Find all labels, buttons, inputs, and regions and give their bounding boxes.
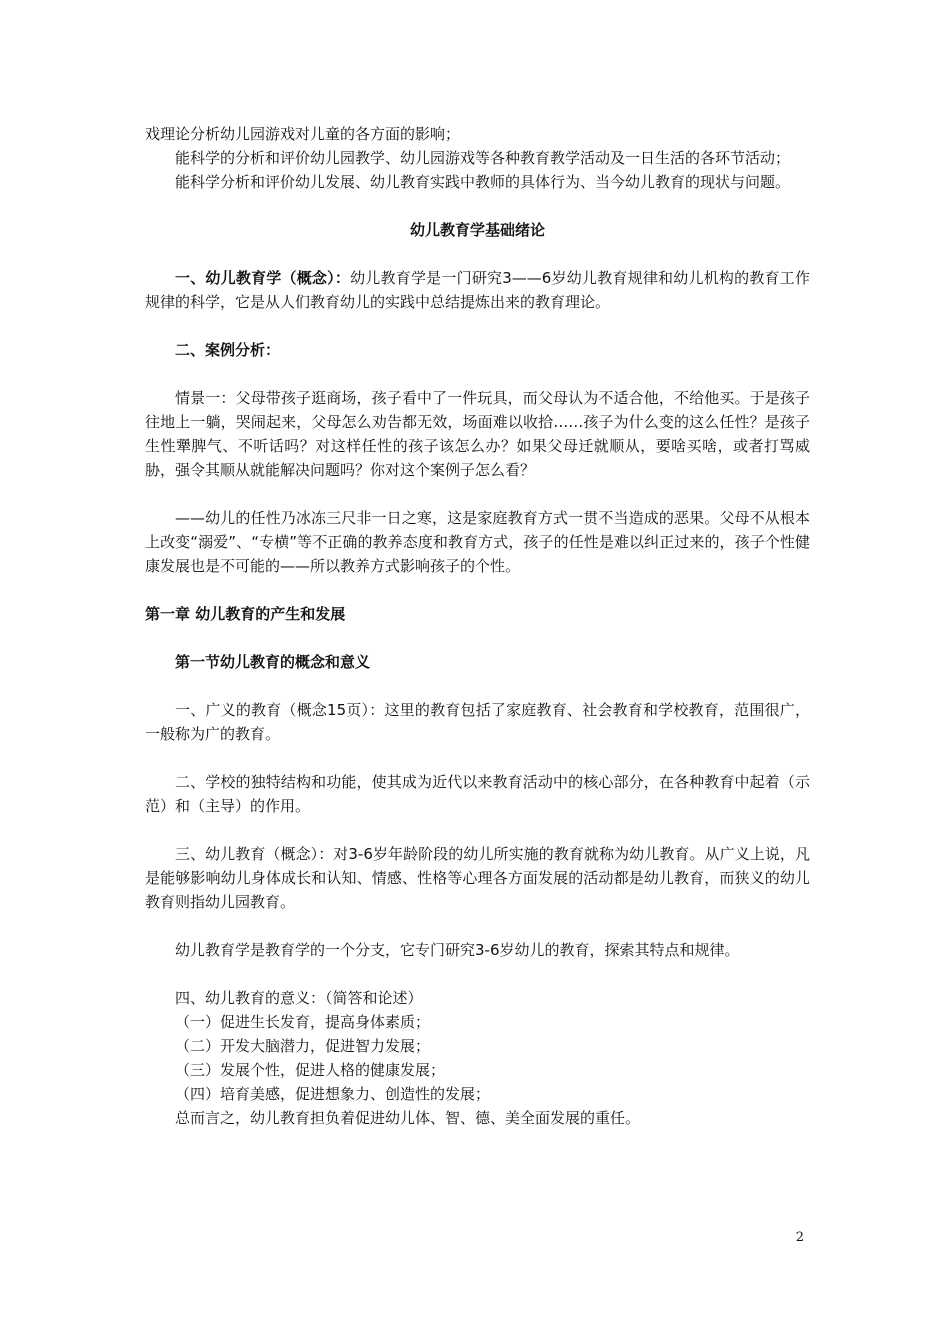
significance-heading: 四、幼儿教育的意义：（简答和论述） [175,989,423,1007]
case-answer: ——幼儿的任性乃冰冻三尺非一日之寒，这是家庭教育方式一贯不当造成的恶果。父母不从根本上改变“溺爱”、“专横”等不正确的教养态度和教育方式，孩子的任性是难以纠正过来的，孩子个性健康发展也是不可能的——所以教养方式影响孩子的个性。 [145,509,810,575]
section-title: 幼儿教育学基础绪论 [409,221,545,239]
list-item: （一）促进生长发育，提高身体素质； [175,1013,431,1031]
concept-text: 幼儿教育学是一门研究3——6岁幼儿教育规律和幼儿机构的教育工作规律的科学，它是从人们教育幼儿的实践中总结提炼出来的教育理论。 [145,269,810,311]
concept-paragraph [145,266,810,314]
document-page [145,122,810,1130]
case-heading: 二、案例分析： [175,341,281,359]
concept-label: 一、幼儿教育学（概念）： [175,269,351,287]
point-paragraph: 三、幼儿教育（概念）：对3-6岁年龄阶段的幼儿所实施的教育就称为幼儿教育。从广义上说，凡是能够影响幼儿身体成长和认知、情感、性格等心理各方面发展的活动都是幼儿教育，而狭义的幼儿教育则指幼儿园教育。 [145,845,810,911]
intro-paragraph: 能科学分析和评价幼儿发展、幼儿教育实践中教师的具体行为、当今幼儿教育的现状与问题。 [175,173,791,191]
intro-paragraph: 能科学的分析和评价幼儿园教学、幼儿园游戏等各种教育教学活动及一日生活的各环节活动； [175,149,791,167]
chapter-title: 第一章 幼儿教育的产生和发展 [145,605,346,623]
significance-summary: 总而言之，幼儿教育担负着促进幼儿体、智、德、美全面发展的重任。 [175,1109,641,1127]
section1-title: 第一节幼儿教育的概念和意义 [175,653,371,671]
point-paragraph: 二、学校的独特结构和功能，使其成为近代以来教育活动中的核心部分，在各种教育中起着（示范）和（主导）的作用。 [145,773,810,815]
list-item: （四）培育美感，促进想象力、创造性的发展； [175,1085,491,1103]
intro-line: 戏理论分析幼儿园游戏对儿童的各方面的影响； [145,125,461,143]
list-item: （三）发展个性，促进人格的健康发展； [175,1061,446,1079]
page-number: 2 [795,1230,804,1245]
list-item: （二）开发大脑潜力，促进智力发展； [175,1037,431,1055]
point-paragraph: 一、广义的教育（概念15页）：这里的教育包括了家庭教育、社会教育和学校教育，范围很广，一般称为广的教育。 [145,701,810,743]
significance-list [145,986,810,1130]
point-paragraph: 幼儿教育学是教育学的一个分支，它专门研究3-6岁幼儿的教育，探索其特点和规律。 [175,941,740,959]
case-scenario: 情景一：父母带孩子逛商场，孩子看中了一件玩具，而父母认为不适合他，不给他买。于是孩子往地上一躺，哭闹起来，父母怎么劝告都无效，场面难以收拾……孩子为什么变的这么任性？是孩子生性犟脾气、不听话吗？对这样任性的孩子该怎么办？如果父母迁就顺从，要啥买啥，或者打骂威胁，强令其顺从就能解决问题吗？你对这个案例子怎么看？ [145,389,810,479]
